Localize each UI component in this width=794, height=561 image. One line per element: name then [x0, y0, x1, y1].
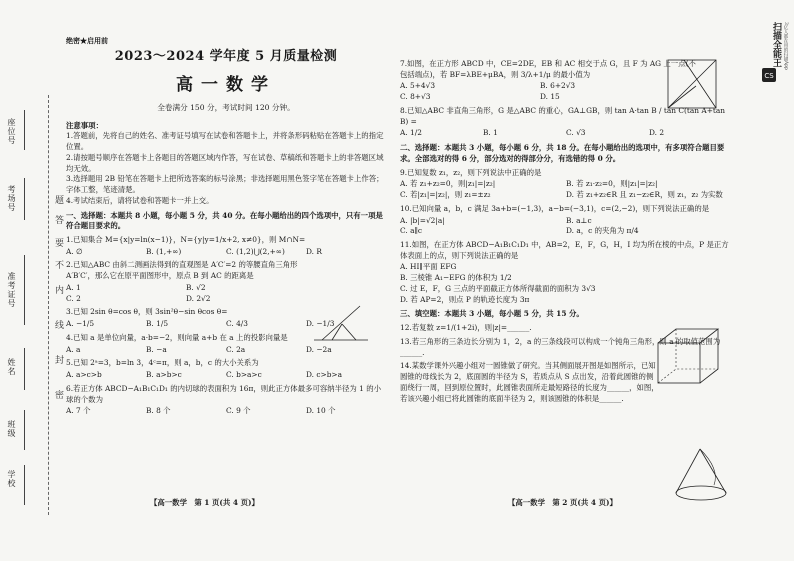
- option: A. 1: [66, 282, 81, 292]
- question-11: 11.如图，在正方体 ABCD−A₁B₁C₁D₁ 中，AB=2，E，F，G，H，I 均为所在棱的中点，P 是正方体表面上的点，则下列说法正确的是: [400, 240, 729, 260]
- seal-dashed-line: [48, 95, 49, 515]
- q14-figure: [670, 445, 732, 503]
- option: A. −1/5: [66, 319, 95, 329]
- question-5: 5.已知 2ᵃ=3，b=ln 3，4ᶜ=π，则 a，b，c 的大小关系为: [66, 358, 259, 368]
- option: B. a⊥c: [566, 215, 592, 225]
- options-2: [66, 283, 306, 304]
- note-item: 2.请按题号顺序在答题卡上各题目的答题区域内作答，写在试卷、草稿纸和答题卡上的非答题区域均无效。: [66, 152, 384, 173]
- scanner-name: 扫描全能王: [771, 22, 781, 67]
- option: A. HI∥平面 EFG: [400, 262, 457, 272]
- option: D. 10 个: [306, 406, 336, 416]
- notes-heading: 注意事项：: [66, 120, 103, 130]
- option: D. −2a: [306, 344, 332, 354]
- option: C. 2: [66, 293, 81, 303]
- option: A. 5+4√3: [400, 81, 436, 91]
- note-item: 4.考试结束后，请将试卷和答题卡一并上交。: [66, 195, 214, 205]
- option: D. 若 z₁+z₂∈R 且 z₁−z₂∈R，则 z₁，z₂ 为实数: [566, 190, 723, 200]
- options-11: [400, 262, 650, 305]
- side-label-seat: 座位号: [7, 118, 16, 145]
- section-heading: 三、填空题：本题共 3 小题，每小题 5 分，共 15 分。: [400, 309, 584, 319]
- subject-title: 高一数学: [176, 74, 276, 95]
- option: D. R: [306, 246, 322, 256]
- svg-text:CS: CS: [764, 72, 774, 80]
- left-page: [66, 36, 386, 417]
- side-label-ticket: 准考证号: [7, 272, 16, 308]
- option: C. b>a>c: [226, 370, 262, 380]
- options-8: [400, 128, 732, 139]
- q2-figure: [310, 302, 372, 346]
- exam-meta: 全卷满分 150 分，考试时间 120 分钟。: [157, 102, 295, 112]
- seat-blank: [24, 110, 25, 150]
- option: B. −a: [146, 344, 167, 354]
- option: D. −1/3: [306, 319, 335, 329]
- option: D. 15: [540, 92, 560, 102]
- option: C. √3: [566, 128, 586, 138]
- name-blank: [24, 348, 25, 390]
- options-7: [400, 81, 680, 102]
- options-5: [66, 370, 386, 381]
- question-13: 13.若三角形的三条边长分别为 1，2，a 的三条线段可以构成一个钝角三角形，则 a 的取值范围为______.: [400, 336, 721, 357]
- page-footer-left: 【高一数学 第 1 页(共 4 页)】: [150, 498, 259, 507]
- question-12: 12.若复数 z=1/(1+2i)，则|z|=______.: [400, 323, 532, 333]
- seal-char: 线: [53, 320, 63, 329]
- option: B. √2: [186, 282, 206, 292]
- question-1: 1.已知集合 M={x|y=ln(x−1)}，N={y|y=1/x+2, x≠0}，则 M∩N=: [66, 234, 306, 244]
- page-footer-right: 【高一数学 第 2 页(共 4 页)】: [508, 498, 617, 507]
- option: A. a: [66, 344, 81, 354]
- question-7: 7.如图，在正方形 ABCD 中，CE=2DE，EB 和 AC 相交于点 G，且 F 为 AG 上一点(不包括端点)，若 BF=λBE+μBA，则 3/λ+1/μ 的最小值为: [400, 59, 696, 79]
- option: C. (1,2)⋃(2,+∞): [226, 246, 285, 256]
- side-label-school: 学校: [7, 470, 16, 488]
- secret-mark: 绝密★启用前: [66, 36, 108, 45]
- option: A. 7 个: [66, 406, 91, 416]
- question-3: 3.已知 2sin θ=cos θ，则 3sin²θ−sin θcos θ=: [66, 307, 228, 317]
- seal-char: 密: [53, 390, 63, 399]
- question-9: 9.已知复数 z₁，z₂，则下列说法中正确的是: [400, 167, 542, 177]
- ticket-blank: [24, 255, 25, 325]
- options-10: [400, 216, 732, 237]
- option: B. 三棱锥 A₁−EFG 的体积为 1/2: [400, 273, 512, 283]
- question-8: 8.已知△ABC 非直角三角形，G 是△ABC 的重心，GA⊥GB，则 tan A·tan B / tan C(tan A+tan B) =: [400, 105, 726, 126]
- seal-char: 内: [53, 285, 63, 294]
- question-4: 4.已知 a 是单位向量，a·b=−2，则向量 a+b 在 a 上的投影向量是: [66, 332, 288, 342]
- option: C. 9 个: [226, 406, 251, 416]
- scanner-sub: 3亿人都在用的扫描App: [783, 22, 788, 70]
- option: D. 若 AP=2，则点 P 的轨迹长度为 3π: [400, 294, 530, 304]
- seal-char: 答: [53, 215, 63, 224]
- option: B. 8 个: [146, 406, 171, 416]
- option: B. 1/5: [146, 319, 169, 329]
- binding-strip: [0, 0, 62, 561]
- option: A. a>c>b: [66, 370, 102, 380]
- note-item: 3.选择题用 2B 铅笔在答题卡上把所选答案的标号涂黑；非选择题用黑色签字笔在答题卡上作答；字体工整，笔迹清楚。: [66, 174, 384, 195]
- option: A. 1/2: [400, 128, 422, 138]
- option: B. 1: [483, 128, 498, 138]
- section-heading: 二、选择题：本题共 3 小题，每小题 6 分，共 18 分。在每小题给出的选项中，有多项符合题目要求。全部选对的得 6 分，部分选对的得部分分，有选错的得 0 分。: [400, 143, 725, 163]
- option: C. 若|z₁|=|z₂|，则 z₁=±z₂: [400, 190, 491, 200]
- option: B. (1,+∞): [146, 246, 182, 256]
- option: B. a>b>c: [146, 370, 182, 380]
- seal-char: 要: [53, 238, 63, 247]
- question-14: 14.某数学课外兴趣小组对一圆锥做了研究。当其侧面展开图是如图所示，已知圆锥的母线长为 2，底面圆的半径为 S，若质点从 S 点出发，沿着此圆锥的侧面绕行一周，回到原位置时，此圆锥表面所走最短路径的长度为______，如图，若该兴趣小组已将此圆锥的底面半径为 2，则该圆锥的体积是______.: [400, 361, 659, 403]
- option: C. 4/3: [226, 319, 248, 329]
- option: C. a∥c: [400, 226, 423, 236]
- options-6: [66, 406, 386, 417]
- note-item: 1.答题前，先将自己的姓名、准考证号填写在试卷和答题卡上，并将条形码粘贴在答题卡上的指定位置。: [66, 131, 384, 152]
- option: D. a，c 的夹角为 π/4: [566, 226, 639, 236]
- options-1: [66, 247, 386, 258]
- option: C. 过 E，F，G 三点的平面截正方体所得截面的面积为 3√3: [400, 283, 596, 293]
- class-blank: [24, 410, 25, 450]
- notes-block: [66, 121, 386, 207]
- option: A. |b|=√2|a|: [400, 215, 445, 225]
- options-9: [400, 179, 732, 200]
- room-blank: [24, 178, 25, 220]
- side-label-class: 班级: [7, 420, 16, 438]
- q7-figure: [662, 56, 722, 114]
- option: C. 8+√3: [400, 92, 431, 102]
- option: C. 2a: [226, 344, 246, 354]
- option: B. 若 z₁·z₂=0，则|z₁|=|z₂|: [566, 179, 658, 189]
- section-heading: 一、选择题：本题共 8 小题，每小题 5 分，共 40 分。在每小题给出的四个选项中，只有一项是符合题目要求的。: [66, 210, 383, 231]
- option: A. 若 z₁+z₂=0，则|z₁|=|z₂|: [400, 179, 496, 189]
- option: D. 2√2: [186, 293, 211, 303]
- side-label-name: 姓名: [7, 358, 16, 376]
- seal-char: 封: [53, 355, 63, 364]
- question-6: 6.若正方体 ABCD−A₁B₁C₁D₁ 的内切球的表面积为 16π，则此正方体最多可容纳半径为 1 的小球的个数为: [66, 383, 381, 404]
- side-label-room: 考场号: [7, 185, 16, 212]
- question-2: 2.已知△ABC 由斜二测画法得到的直观图是 A′C′=2 的等腰直角三角形 A′B′C′，那么它在原平面图形中，原点 B 到 AC 的距离是: [66, 260, 298, 281]
- option: A. ∅: [66, 246, 83, 256]
- option: D. c>b>a: [306, 370, 343, 380]
- option: B. 6+2√3: [540, 81, 576, 91]
- exam-title: 2023～2024 学年度 5 月质量检测: [114, 49, 338, 65]
- seal-char: 题: [53, 195, 63, 204]
- option: D. 2: [649, 128, 665, 138]
- options-4: [66, 345, 386, 356]
- school-blank: [24, 465, 25, 505]
- question-10: 10.已知向量 a，b，c 满足 3a+b=(−1,3)，a−b=(−3,1)，c=(2,−2)，则下列说法正确的是: [400, 203, 710, 213]
- q11-figure: [652, 325, 724, 387]
- seal-char: 不: [53, 260, 63, 269]
